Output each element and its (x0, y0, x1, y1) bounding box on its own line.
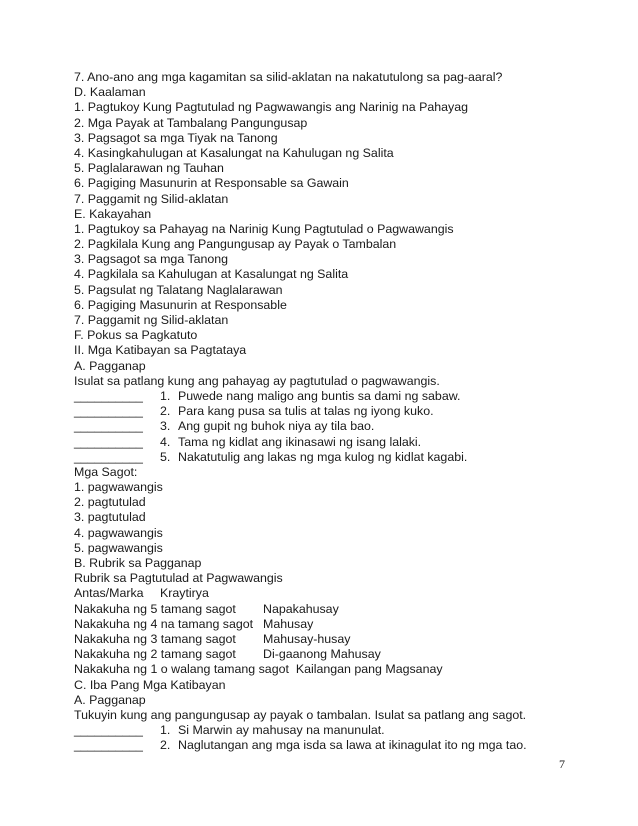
rubric-level: Nakakuha ng 1 o walang tamang sagot (74, 662, 289, 677)
section-heading: E. Kakayahan (74, 206, 152, 221)
list-item: 7. Paggamit ng Silid-aklatan (74, 191, 229, 206)
exercise-item (74, 419, 574, 434)
list-item: 3. Pagsagot sa mga Tanong (74, 252, 229, 267)
exercise-item (74, 450, 574, 465)
rubric-header-kraytirya: Kraytirya (160, 586, 209, 601)
list-item: 7. Paggamit ng Silid-aklatan (74, 313, 229, 327)
text-line: 7. Ano-ano ang mga kagamitan sa silid-aklatan na nakatutulong sa pag-aaral? (74, 70, 503, 84)
rubric-level: Nakakuha ng 5 tamang sagot (74, 601, 236, 616)
rubric-level: Nakakuha ng 2 tamang sagot (74, 647, 236, 662)
rubric-row (74, 617, 574, 632)
rubric-criteria: Di-gaanong Mahusay (263, 647, 381, 662)
rubric-row (74, 662, 574, 677)
rubric-level: Nakakuha ng 3 tamang sagot (74, 631, 236, 646)
answer-item: 4. pagwawangis (74, 525, 163, 540)
item-number: 2. (160, 404, 171, 419)
answer-blank: __________ (74, 404, 143, 419)
answer-item: 5. pagwawangis (74, 540, 163, 555)
item-text: Nakatutulig ang lakas ng mga kulog ng kidlat kagabi. (178, 449, 468, 464)
list-item: 2. Mga Payak at Tambalang Pangungusap (74, 115, 308, 130)
rubric-criteria: Mahusay-husay (263, 631, 351, 646)
item-text: Puwede nang maligo ang buntis sa dami ng sabaw. (178, 388, 461, 403)
list-item: 4. Kasingkahulugan at Kasalungat na Kahulugan ng Salita (74, 145, 394, 160)
answer-item: 1. pagwawangis (74, 480, 163, 495)
answer-item: 3. pagtutulad (74, 510, 146, 525)
exercise-item (74, 389, 574, 404)
list-item: 5. Paglalarawan ng Tauhan (74, 161, 224, 176)
item-text: Tama ng kidlat ang ikinasawi ng isang lalaki. (178, 434, 422, 449)
instruction-text: Isulat sa patlang kung ang pahayag ay pagtutulad o pagwawangis. (74, 373, 440, 388)
item-number: 1. (160, 723, 171, 738)
rubric-row (74, 632, 574, 647)
rubric-row (74, 602, 574, 617)
section-heading: II. Mga Katibayan sa Pagtataya (74, 343, 247, 358)
list-item: 6. Pagiging Masunurin at Responsable sa Gawain (74, 176, 349, 191)
list-item: 2. Pagkilala Kung ang Pangungusap ay Payak o Tambalan (74, 237, 397, 252)
item-number: 4. (160, 434, 171, 449)
rubric-level: Nakakuha ng 4 na tamang sagot (74, 616, 254, 631)
rubric-criteria: Napakahusay (263, 601, 339, 616)
item-number: 5. (160, 449, 171, 464)
answer-blank: __________ (74, 434, 143, 449)
section-heading: C. Iba Pang Mga Katibayan (74, 677, 226, 692)
answer-blank: __________ (74, 449, 143, 464)
instruction-text: Tukuyin kung ang pangungusap ay payak o tambalan. Isulat sa patlang ang sagot. (74, 707, 527, 722)
exercise-item (74, 723, 574, 738)
rubric-title: Rubrik sa Pagtutulad at Pagwawangis (74, 571, 283, 586)
item-number: 2. (160, 738, 171, 753)
section-heading: A. Pagganap (74, 692, 146, 707)
list-item: 1. Pagtukoy Kung Pagtutulad ng Pagwawangis ang Narinig na Pahayag (74, 100, 469, 115)
item-text: Para kang pusa sa tulis at talas ng iyong kuko. (178, 404, 434, 419)
list-item: 1. Pagtukoy sa Pahayag na Narinig Kung Pagtutulad o Pagwawangis (74, 221, 454, 236)
item-number: 1. (160, 388, 171, 403)
exercise-item (74, 738, 574, 753)
rubric-criteria: Mahusay (263, 616, 314, 631)
list-item: 4. Pagkilala sa Kahulugan at Kasalungat ng Salita (74, 267, 349, 282)
answer-blank: __________ (74, 738, 143, 753)
answers-heading: Mga Sagot: (74, 464, 138, 479)
list-item: 5. Pagsulat ng Talatang Naglalarawan (74, 282, 283, 297)
page-number: 7 (559, 757, 565, 771)
answer-item: 2. pagtutulad (74, 495, 146, 510)
rubric-header-antas: Antas/Marka (74, 586, 144, 601)
exercise-item (74, 435, 574, 450)
answer-blank: __________ (74, 419, 143, 434)
item-text: Si Marwin ay mahusay na manunulat. (178, 723, 385, 738)
list-item: 3. Pagsagot sa mga Tiyak na Tanong (74, 130, 278, 145)
section-heading: A. Pagganap (74, 358, 146, 373)
rubric-header (74, 586, 574, 601)
item-text: Naglutangan ang mga isda sa lawa at ikinagulat ito ng mga tao. (178, 738, 527, 753)
answer-blank: __________ (74, 388, 143, 403)
exercise-item (74, 404, 574, 419)
list-item: 6. Pagiging Masunurin at Responsable (74, 297, 287, 312)
rubric-row (74, 647, 574, 662)
page-content (74, 70, 574, 753)
answer-blank: __________ (74, 723, 143, 738)
section-heading: F. Pokus sa Pagkatuto (74, 328, 198, 343)
section-heading: B. Rubrik sa Pagganap (74, 556, 202, 570)
section-heading: D. Kaalaman (74, 85, 146, 100)
item-text: Ang gupit ng buhok niya ay tila bao. (178, 419, 375, 434)
item-number: 3. (160, 419, 171, 434)
rubric-criteria: Kailangan pang Magsanay (295, 662, 443, 677)
